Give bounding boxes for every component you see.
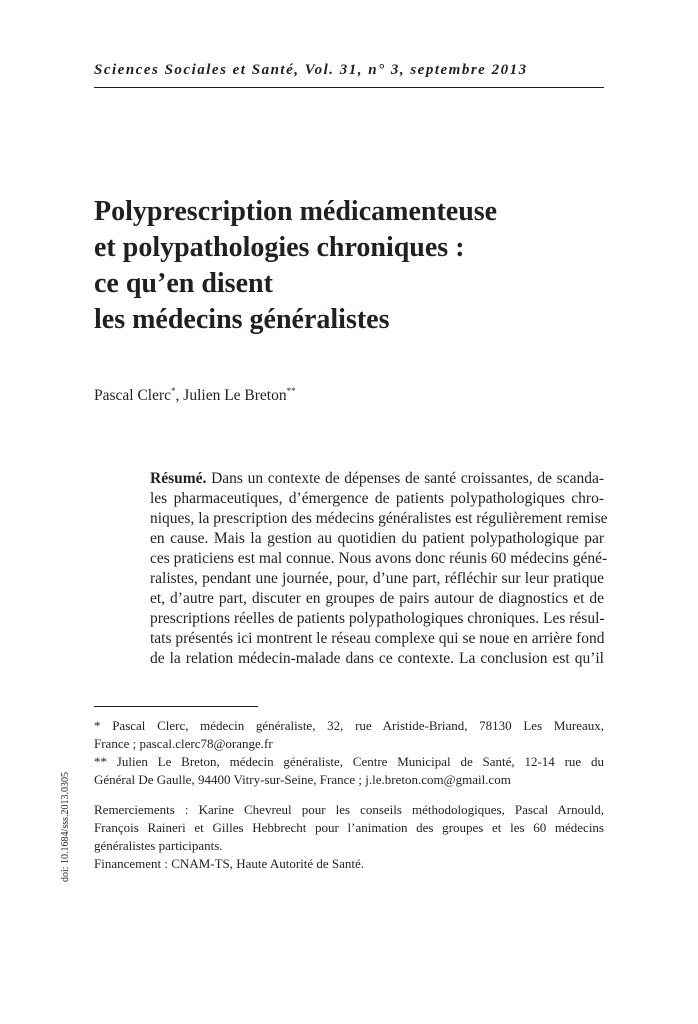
authors-line: [94, 386, 296, 405]
footnotes: [94, 717, 604, 873]
journal-header: Sciences Sociales et Santé, Vol. 31, n° 3, septembre 2013: [94, 62, 528, 78]
author-separator: ,: [175, 387, 184, 404]
author-name: Pascal Clerc: [94, 387, 172, 404]
abstract-line: niques, la prescription des médecins généralistes est régulièrement remise: [150, 510, 608, 527]
abstract: [150, 469, 608, 669]
abstract-line: [150, 469, 604, 489]
abstract-line: ralistes, pendant une journée, pour, d’une part, réfléchir sur leur pratique: [150, 570, 604, 587]
acknowledgements-line: généralistes participants.: [94, 838, 223, 853]
abstract-line: en cause. Mais la gestion au quotidien du patient polypathologique par: [150, 530, 604, 547]
abstract-line: les pharmaceutiques, d’émergence de patients polypathologiques chro-: [150, 490, 604, 507]
footnote-mark: **: [286, 386, 296, 396]
footnote-rule: [94, 706, 258, 707]
author-name: Julien Le Breton: [183, 387, 287, 404]
abstract-line: ces praticiens est mal connue. Nous avons donc réunis 60 médecins géné-: [150, 550, 608, 567]
footnote-mark: *: [171, 386, 176, 396]
footnote-line: ** Julien Le Breton, médecin généraliste, Centre Municipal de Santé, 12-14 rue du: [94, 754, 604, 769]
title-line: Polyprescription médicamenteuse: [94, 196, 498, 227]
footnote-line: * Pascal Clerc, médecin généraliste, 32, rue Aristide-Briand, 78130 Les Mureaux,: [94, 718, 604, 733]
acknowledgements-line: François Raineri et Gilles Hebbrecht pour l’animation des groupes et les 60 médecins: [94, 820, 604, 835]
title-line: les médecins généralistes: [94, 304, 390, 335]
abstract-line: tats présentés ici montrent le réseau complexe qui se noue en arrière fond: [150, 630, 605, 647]
abstract-line: et, d’autre part, discuter en groupes de pairs autour de diagnostics et de: [150, 590, 604, 607]
abstract-label: Résumé.: [150, 470, 207, 487]
header-rule: [94, 87, 604, 88]
footnote-line: France ; pascal.clerc78@orange.fr: [94, 736, 273, 751]
abstract-line: prescriptions réelles de patients polypathologiques chroniques. Les résul-: [150, 610, 605, 627]
article-title: [94, 194, 614, 338]
funding-line: Financement : CNAM-TS, Haute Autorité de Santé.: [94, 856, 365, 871]
acknowledgements-line: Remerciements : Karine Chevreul pour les conseils méthodologiques, Pascal Arnould,: [94, 802, 604, 817]
title-line: ce qu’en disent: [94, 268, 273, 299]
footnote-line: Général De Gaulle, 94400 Vitry-sur-Seine, France ; j.le.breton.com@gmail.com: [94, 772, 511, 787]
abstract-line: de la relation médecin-malade dans ce contexte. La conclusion est qu’il: [150, 650, 604, 667]
title-line: et polypathologies chroniques :: [94, 232, 465, 263]
abstract-text: Dans un contexte de dépenses de santé croissantes, de scanda-: [206, 470, 604, 487]
doi-label: doi: 10.1684/sss.2013.0305: [60, 771, 71, 882]
